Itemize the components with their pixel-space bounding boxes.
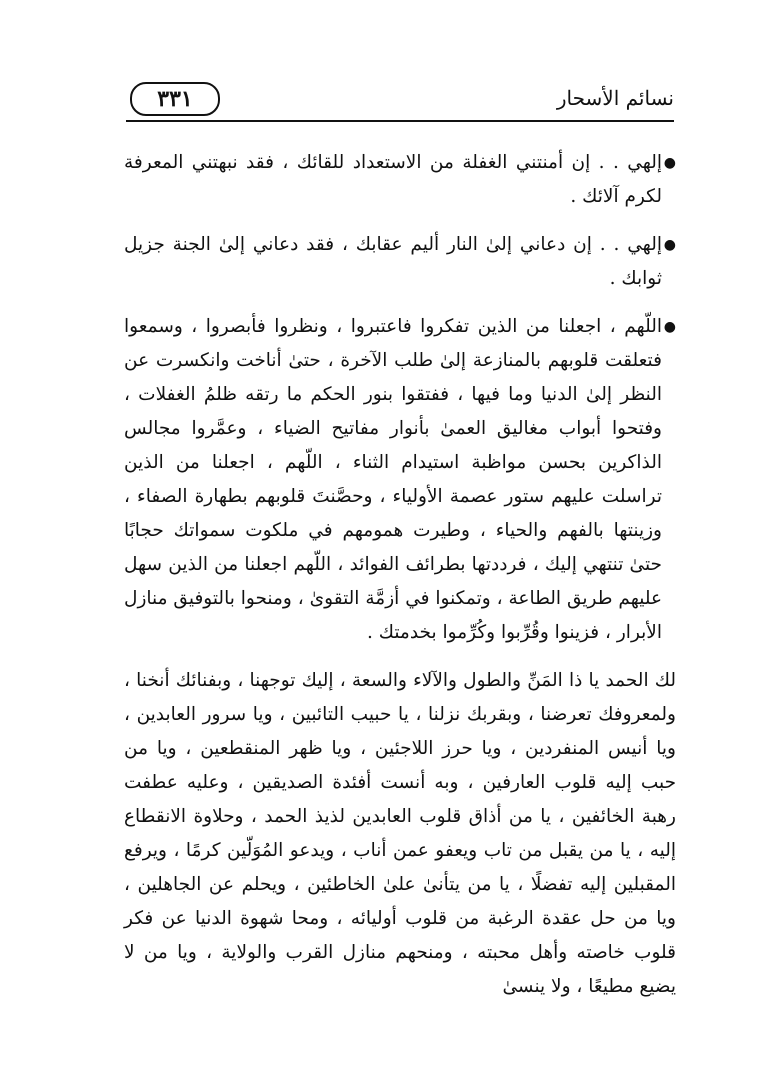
paragraph-text: إلهي . . إن دعاني إلىٰ النار أليم عقابك ، فقد دعاني إلىٰ الجنة جزيل ثوابك . bbox=[124, 234, 662, 289]
paragraph bbox=[124, 310, 676, 650]
bullet-icon: ● bbox=[663, 319, 676, 335]
paragraph bbox=[124, 664, 676, 1004]
header-rule bbox=[126, 120, 674, 122]
page-number: ٣٣١ bbox=[157, 86, 193, 112]
bullet-icon: ● bbox=[663, 237, 676, 253]
page-number-frame bbox=[130, 82, 220, 116]
paragraph bbox=[124, 146, 676, 214]
running-title: نسائم الأسحار bbox=[556, 86, 674, 110]
page-body bbox=[124, 146, 676, 1004]
paragraph-text: اللّهم ، اجعلنا من الذين تفكروا فاعتبروا ، ونظروا فأبصروا ، وسمعوا فتعلقت قلوبهم بالمنازعة إلىٰ طلب الآخرة ، حتىٰ أناخت وانكسرت عن النظر إلىٰ الدنيا وما فيها ، ففتقوا بنور الحكم ما رتقه ظلمُ الغفلات ، وفتحوا أبواب مغاليق العمىٰ بأنوار مفاتيح الضياء ، وعمَّروا مجالس الذاكرين بحسن مواظبة استيدام الثناء ، اللّهم ، اجعلنا من الذين تراسلت عليهم ستور عصمة الأولياء ، وحصَّنتَ قلوبهم بطهارة الصفاء ، وزينتها بالفهم والحياء ، وطيرت همومهم في ملكوت سمواتك حجابًا حتىٰ تنتهي إليك ، فرددتها بطرائف الفوائد ، اللّهم اجعلنا من الذين سهل عليهم طريق الطاعة ، وتمكنوا في أزمَّة التقوىٰ ، ومنحوا بالتوفيق منازل الأبرار ، فزينوا وقُرِّبوا وكُرِّموا بخدمتك . bbox=[124, 316, 662, 643]
bullet-icon: ● bbox=[663, 155, 676, 171]
paragraph-text: لك الحمد يا ذا المَنِّ والطول والآلاء والسعة ، إليك توجهنا ، وبفنائك أنخنا ، ولمعروفك تعرضنا ، وبقربك نزلنا ، يا حبيب التائبين ، ويا سرور العابدين ، ويا أنيس المنفردين ، ويا حرز اللاجئين ، ويا ظهر المنقطعين ، ويا من حبب إليه قلوب العارفين ، وبه أنست أفئدة الصديقين ، وعليه عطفت رهبة الخائفين ، يا من أذاق قلوب العابدين لذيذ الحمد ، وحلاوة الانقطاع إليه ، يا من يقبل من تاب ويعفو عمن أناب ، ويدعو المُوَلّين كرمًا ، ويرفع المقبلين إليه تفضلًا ، يا من يتأنىٰ علىٰ الخاطئين ، ويحلم عن الجاهلين ، ويا من حل عقدة الرغبة من قلوب أوليائه ، ومحا شهوة الدنيا عن فكر قلوب خاصته وأهل محبته ، ومنحهم منازل القرب والولاية ، ويا من لا يضيع مطيعًا ، ولا ينسىٰ bbox=[124, 670, 676, 997]
paragraph-text: إلهي . . إن أمنتني الغفلة من الاستعداد للقائك ، فقد نبهتني المعرفة لكرم آلائك . bbox=[124, 152, 662, 207]
page-header bbox=[126, 82, 674, 122]
paragraph bbox=[124, 228, 676, 296]
